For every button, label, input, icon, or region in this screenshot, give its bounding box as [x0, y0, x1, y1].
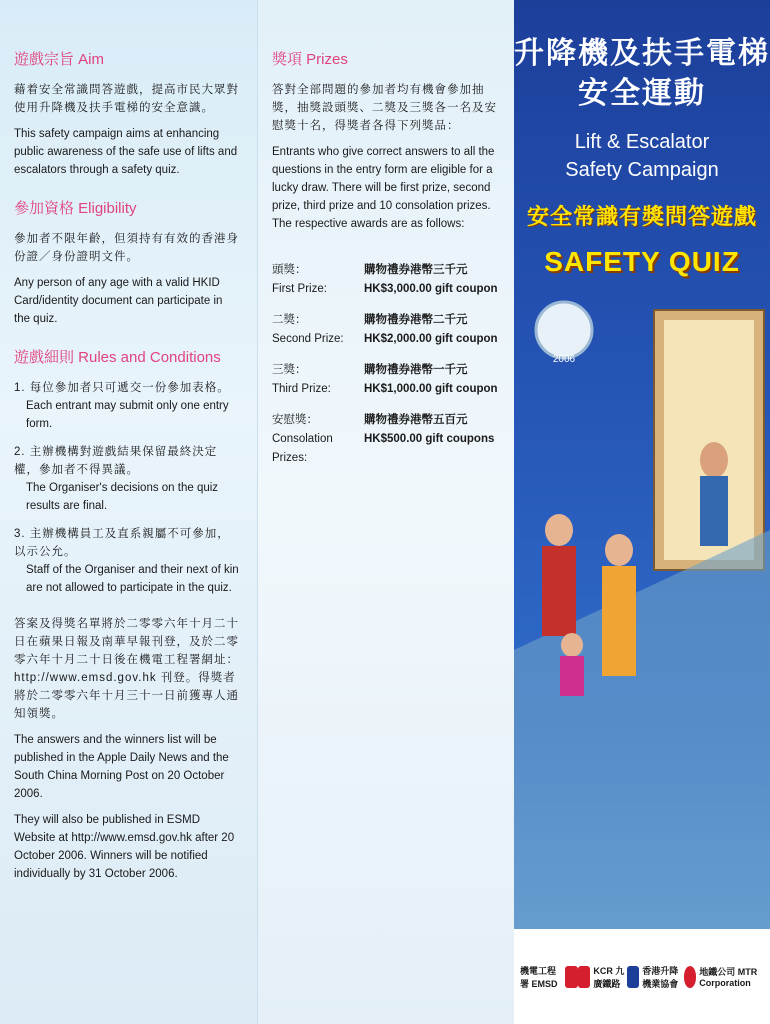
rule-en: Staff of the Organiser and their next of kin are not allowed to participate in the quiz.: [26, 564, 239, 594]
campaign-logo-icon: [536, 302, 592, 358]
kcr-logo-text: KCR 九廣鐵路: [593, 965, 625, 989]
prize-label-en: Second Prize:: [272, 333, 344, 345]
prize-label-en: First Prize:: [272, 283, 327, 295]
prize-value-zh: 購物禮券港幣一千元: [364, 364, 468, 376]
rule-item: [14, 379, 241, 433]
kcr-logo: [578, 964, 627, 990]
prize-value-zh: 購物禮券港幣二千元: [364, 314, 468, 326]
eligibility-zh: 參加者不限年齡，但須持有有效的香港身份證／身份證明文件。: [14, 233, 239, 263]
rule-en: Each entrant may submit only one entry form.: [26, 400, 229, 430]
child-body-illustration: [560, 656, 584, 696]
mtr-logo-text: 地鐵公司 MTR Corporation: [699, 967, 758, 988]
prize-value-zh: 購物禮券港幣三千元: [364, 264, 468, 276]
rules-section: [14, 346, 241, 597]
publication-section: [14, 615, 241, 883]
grandmother-body-illustration: [542, 546, 576, 636]
cover-title-zh-line-1: 升降機及扶手電梯: [514, 37, 770, 70]
publication-en-1: The answers and the winners list will be published in the Apple Daily News and the South China Morning Post on 20 October 2006.: [14, 734, 229, 800]
association-mark-icon: [627, 966, 640, 988]
prize-value-en: HK$3,000.00 gift coupon: [364, 283, 498, 295]
cover-title-zh: [514, 34, 770, 114]
rule-item: [14, 525, 241, 597]
prizes-en: Entrants who give correct answers to all the questions in the entry form are eligible for a lucky draw. There will be first prize, second prize, third prize and 10 consolation prizes. The respective awards are as follows:: [272, 146, 495, 230]
prizes-heading: 獎項 Prizes: [272, 51, 348, 68]
prize-row: [272, 261, 500, 299]
eligibility-en: Any person of any age with a valid HKID Card/identity document can participate in the quiz.: [14, 277, 223, 325]
kcr-mark-icon: [578, 966, 591, 988]
prize-row: [272, 361, 500, 399]
prize-label-en: Third Prize:: [272, 383, 331, 395]
prize-label-zh: 二獎：: [272, 314, 307, 326]
cover-title-en-line-2: Safety Campaign: [565, 159, 719, 181]
lift-association-logo: [627, 964, 684, 990]
rule-en: The Organiser's decisions on the quiz results are final.: [26, 482, 219, 512]
prize-value-zh: 購物禮券港幣五百元: [364, 414, 468, 426]
quiz-title-en: SAFETY QUIZ: [544, 246, 740, 277]
emsd-logo: [520, 964, 578, 990]
aim-en: This safety campaign aims at enhancing public awareness of the safe use of lifts and escalators through a safety quiz.: [14, 128, 238, 176]
prize-label-zh: 三獎：: [272, 364, 307, 376]
cover-panel: [514, 0, 770, 1024]
sponsor-logos: [514, 929, 770, 1024]
publication-en-2: They will also be published in ESMD Website at http://www.emsd.gov.hk after 20 October 2006. Winners will be notified individually by 31 October 2006.: [14, 814, 235, 880]
mother-figure-illustration: [605, 534, 633, 566]
rule-item: [14, 443, 241, 515]
man-body-illustration: [700, 476, 728, 546]
grandmother-figure-illustration: [545, 514, 573, 546]
left-panel: [0, 0, 257, 1024]
campaign-year: 2006: [552, 354, 576, 365]
emsd-logo-text: 機電工程署 EMSD: [520, 965, 558, 989]
publication-zh: 答案及得獎名單將於二零零六年十月二十日在蘋果日報及南華早報刊登，及於二零零六年十月二十日後在機電工程署網址：http://www.emsd.gov.hk 刊登。得獎者將於二零零六年十月三十一日前獲專人通知領獎。: [14, 618, 239, 720]
rules-list: [14, 379, 241, 597]
prize-value-en: HK$500.00 gift coupons: [364, 433, 495, 445]
eligibility-section: [14, 197, 241, 328]
prize-row: [272, 311, 500, 349]
prize-label-zh: 安慰獎：: [272, 414, 318, 426]
mother-body-illustration: [602, 566, 636, 676]
cover-title-en: [514, 128, 770, 184]
middle-panel: [257, 0, 514, 1024]
eligibility-heading: 參加資格 Eligibility: [14, 200, 137, 217]
association-logo-text: 香港升降機業協會: [642, 965, 679, 989]
rule-zh: 3. 主辦機構員工及直系親屬不可參加，以示公允。: [14, 528, 230, 558]
emsd-mark-icon: [565, 966, 578, 988]
aim-section: [14, 48, 241, 179]
aim-zh: 藉着安全常識問答遊戲，提高市民大眾對使用升降機及扶手電梯的安全意識。: [14, 84, 239, 114]
prize-label-zh: 頭獎：: [272, 264, 307, 276]
mtr-mark-icon: [684, 966, 697, 988]
cover-title-zh-line-2: 安全運動: [578, 77, 706, 110]
quiz-title-zh: 安全常識有獎問答遊戲: [526, 204, 757, 229]
campaign-illustration: [514, 290, 770, 930]
prize-row: [272, 411, 500, 468]
cover-title-en-line-1: Lift & Escalator: [574, 131, 710, 153]
prizes-zh: 答對全部問題的參加者均有機會參加抽獎，抽獎設頭獎、二獎及三獎各一名及安慰獎十名，得獎者各得下列獎品：: [272, 84, 497, 132]
man-figure-illustration: [700, 442, 728, 478]
rule-zh: 2. 主辦機構對遊戲結果保留最終決定權，參加者不得異議。: [14, 446, 218, 476]
prize-value-en: HK$2,000.00 gift coupon: [364, 333, 498, 345]
mtr-logo: [684, 965, 764, 988]
aim-heading: 遊戲宗旨 Aim: [14, 51, 105, 68]
prize-value-en: HK$1,000.00 gift coupon: [364, 383, 498, 395]
rule-zh: 1. 每位參加者只可遞交一份參加表格。: [14, 382, 230, 394]
prize-label-en: Consolation Prizes:: [272, 433, 333, 464]
child-figure-illustration: [561, 633, 583, 657]
rules-heading: 遊戲細則 Rules and Conditions: [14, 349, 221, 366]
